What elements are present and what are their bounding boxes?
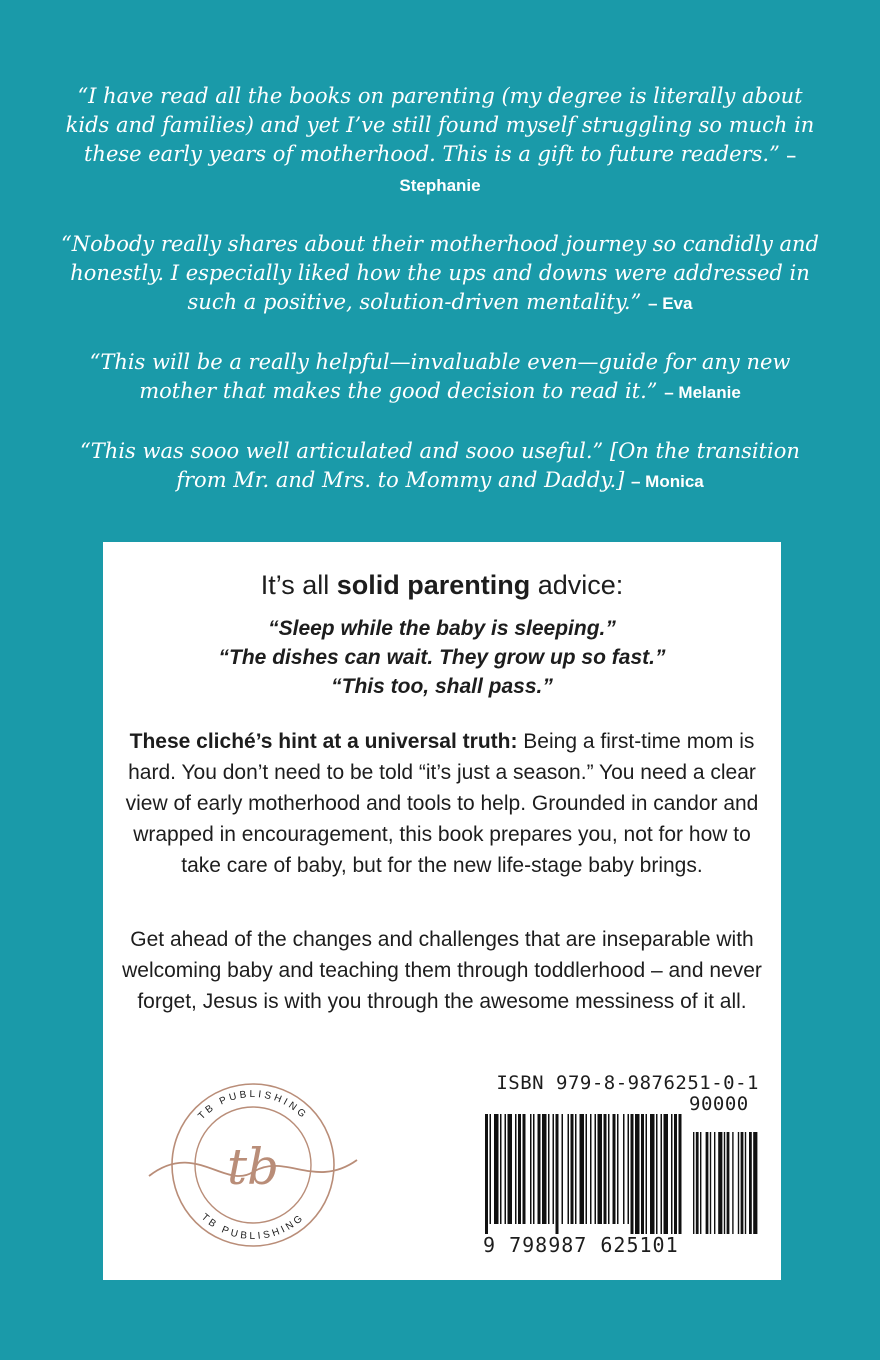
barcode-bar (575, 1114, 577, 1224)
barcode-bar (586, 1114, 588, 1224)
addon-bar (738, 1132, 739, 1234)
testimonial-3-author: – Melanie (664, 383, 741, 402)
headline-pre: It’s all (260, 570, 337, 600)
barcode-bar (533, 1114, 535, 1224)
barcode-bar (635, 1114, 640, 1234)
isbn-barcode (483, 1072, 759, 1262)
barcode-bar (553, 1114, 555, 1224)
barcode-bar (671, 1114, 673, 1234)
logo-monogram: tb (226, 1138, 280, 1196)
testimonials (60, 82, 820, 526)
barcode-bar (538, 1114, 541, 1224)
testimonial-4 (60, 437, 820, 496)
headline-post: advice: (530, 570, 624, 600)
addon-bar (732, 1132, 733, 1234)
testimonial-2-author: – Eva (648, 294, 693, 313)
testimonial-2 (60, 230, 820, 318)
testimonial-1 (60, 82, 820, 200)
addon-bar (724, 1132, 725, 1234)
testimonial-4-text: “This was sooo well articulated and sooo useful.” [On the transition from Mr. and Mrs. to Mommy and Daddy.] (80, 439, 800, 492)
barcode-bar (595, 1114, 597, 1224)
addon-bar (745, 1132, 746, 1234)
description-paragraph-2: Get ahead of the changes and challenges that are inseparable with welcoming baby and teaching them through toddlerhood – and never forget, Jesus is with you through the awesome messiness of it all. (122, 928, 762, 1013)
barcode-bar (548, 1114, 550, 1224)
logo-ring-text-bottom: TB PUBLISHING (198, 1211, 308, 1243)
barcode-bar (623, 1114, 625, 1224)
logo-ring-text-top: TB PUBLISHING (196, 1088, 310, 1123)
barcode-bar (515, 1114, 517, 1224)
testimonial-3 (60, 348, 820, 407)
barcode-bar (485, 1114, 488, 1234)
barcode-bar (562, 1114, 564, 1224)
barcode-bar (650, 1114, 655, 1234)
testimonial-3-text: “This will be a really helpful—invaluable even—guide for any new mother that makes the good decision to read it.” (89, 350, 791, 403)
addon-bar (710, 1132, 711, 1234)
barcode-bar (571, 1114, 574, 1224)
cliche-2: “The dishes can wait. They grow up so fast.” (218, 646, 666, 669)
cliche-list (103, 614, 781, 701)
barcode-bar (556, 1114, 559, 1234)
barcode-addon-number: 90000 (689, 1093, 749, 1115)
addon-bar (749, 1132, 752, 1234)
barcode-bar (518, 1114, 521, 1224)
barcode-bar (617, 1114, 619, 1224)
addon-bar (700, 1132, 701, 1234)
isbn-label: ISBN 979-8-9876251-0-1 (496, 1072, 759, 1094)
addon-bar (753, 1132, 757, 1234)
barcode-bar (598, 1114, 603, 1224)
paragraph-1-rest: Being a first-time mom is hard. You don’t need to be told “it’s just a season.” You need a clear view of early motherhood and tools to help. Grounded in candor and wrapped in encouragement, this book prepares you, not for how to take care of baby, but for the new life-stage baby brings. (125, 730, 759, 877)
barcode-bar (628, 1114, 630, 1224)
barcode-bar (530, 1114, 532, 1224)
barcode-bar (494, 1114, 499, 1224)
barcode-bar (580, 1114, 585, 1224)
addon-bar (696, 1132, 699, 1234)
headline-bold: solid parenting (336, 570, 531, 600)
barcode-bars (483, 1114, 759, 1234)
testimonial-1-text: “I have read all the books on parenting (my degree is literally about kids and families) and yet I’ve still found myself struggling so much in these early years of motherhood. This is a gift to future readers.” (65, 84, 815, 166)
barcode-bar (490, 1114, 492, 1224)
barcode-bar (542, 1114, 547, 1224)
addon-bar (706, 1132, 709, 1234)
barcode-bar (568, 1114, 570, 1224)
barcode-bar (608, 1114, 610, 1224)
barcode-bar (523, 1114, 526, 1224)
barcode-bar (613, 1114, 616, 1224)
barcode-bar (631, 1114, 634, 1234)
barcode-bar (661, 1114, 663, 1234)
paragraph-1-lead: These cliché’s hint at a universal truth: (129, 730, 518, 753)
addon-bar (718, 1132, 722, 1234)
testimonial-1-author: – Stephanie (399, 146, 796, 195)
barcode-number: 9 798987 625101 (483, 1233, 679, 1257)
barcode-bar (674, 1114, 677, 1234)
testimonial-4-author: – Monica (631, 472, 704, 491)
barcode-bar (590, 1114, 592, 1224)
barcode-bar (604, 1114, 607, 1224)
barcode-bar (505, 1114, 507, 1224)
barcode-bar (500, 1114, 502, 1224)
barcode-bar (664, 1114, 669, 1234)
description-paragraph-1 (121, 726, 763, 881)
cliche-1: “Sleep while the baby is sleeping.” (268, 617, 616, 640)
barcode-bar (646, 1114, 648, 1234)
testimonial-2-text: “Nobody really shares about their motherhood journey so candidly and honestly. I especially liked how the ups and downs were addressed in such a positive, solution-driven mentality.” (61, 232, 819, 314)
barcode-bar (679, 1114, 682, 1234)
addon-bar (714, 1132, 715, 1234)
barcode-bar (508, 1114, 513, 1224)
addon-bar (693, 1132, 694, 1234)
description-panel (103, 542, 781, 1280)
addon-bar (727, 1132, 730, 1234)
panel-headline (103, 568, 781, 602)
publisher-logo (145, 1080, 361, 1250)
cliche-3: “This too, shall pass.” (331, 675, 553, 698)
barcode-bar (656, 1114, 658, 1234)
barcode-bar (641, 1114, 644, 1234)
addon-bar (741, 1132, 744, 1234)
